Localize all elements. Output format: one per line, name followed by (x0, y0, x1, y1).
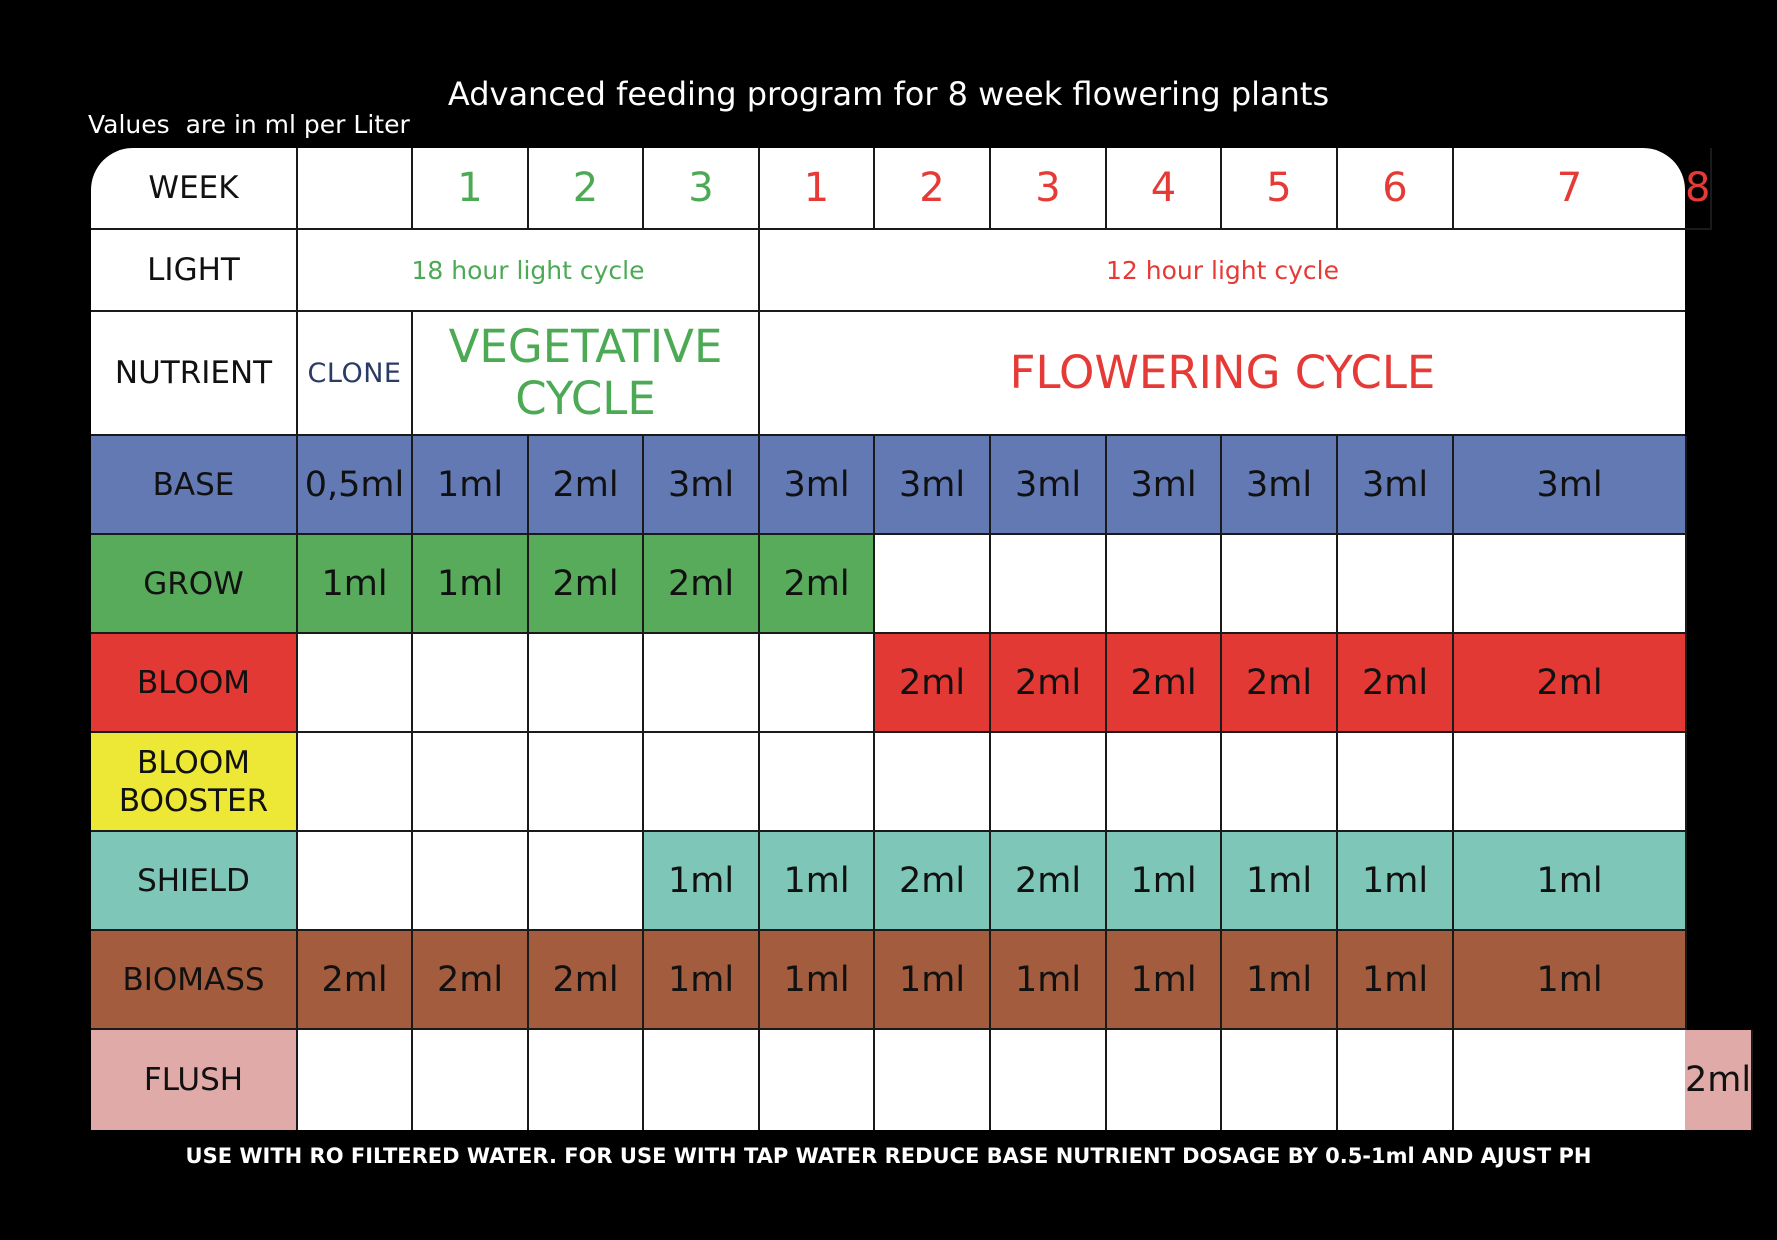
empty-cell (529, 832, 644, 931)
footer-note: USE WITH RO FILTERED WATER. FOR USE WITH TAP WATER REDUCE BASE NUTRIENT DOSAGE BY 0.5-1ml AND AJUST PH (185, 1144, 1592, 1168)
dose-cell-grow: 1ml (298, 535, 413, 634)
empty-cell (875, 733, 991, 832)
phase-vegetative (413, 312, 760, 436)
dose-cell-bloom: 2ml (1338, 634, 1454, 733)
nutrient-label-grow (91, 535, 298, 634)
dose-cell-base: 3ml (644, 436, 760, 535)
feeding-table (91, 148, 1752, 1130)
empty-cell (875, 1030, 991, 1130)
dose-cell-base: 3ml (991, 436, 1107, 535)
phase-clone: CLONE (298, 312, 413, 436)
empty-cell (644, 1030, 760, 1130)
week-label: 4 (1107, 148, 1222, 230)
empty-cell (413, 832, 529, 931)
empty-cell (1338, 535, 1454, 634)
empty-cell (298, 733, 413, 832)
dose-cell-shield: 1ml (1454, 832, 1685, 931)
empty-cell (529, 1030, 644, 1130)
empty-cell (991, 535, 1107, 634)
empty-cell (1107, 535, 1222, 634)
week-label: 2 (875, 148, 991, 230)
nutrient-label-bloom_booster (91, 733, 298, 832)
dose-cell-flush: 2ml (1685, 1030, 1753, 1130)
dose-cell-base: 3ml (1222, 436, 1338, 535)
empty-cell (529, 634, 644, 733)
chart-title: Advanced feeding program for 8 week flowering plants (447, 75, 1330, 113)
light-cycle-vegetative: 18 hour light cycle (298, 230, 760, 312)
empty-cell (1685, 535, 1687, 634)
dose-cell-grow: 2ml (529, 535, 644, 634)
empty-cell (413, 733, 529, 832)
dose-cell-shield: 1ml (644, 832, 760, 931)
empty-cell (1685, 436, 1687, 535)
nutrient-label-line: BLOOM (137, 744, 250, 781)
dose-cell-bloom: 2ml (875, 634, 991, 733)
dose-cell-shield: 1ml (1107, 832, 1222, 931)
empty-cell (529, 733, 644, 832)
dose-cell-biomass: 1ml (1107, 931, 1222, 1030)
dose-cell-grow: 2ml (760, 535, 875, 634)
dose-cell-biomass: 2ml (413, 931, 529, 1030)
dose-cell-bloom: 2ml (1454, 634, 1685, 733)
dose-cell-biomass: 2ml (529, 931, 644, 1030)
nutrient-label-line: FLUSH (143, 1062, 244, 1098)
dose-cell-shield: 1ml (760, 832, 875, 931)
dose-cell-base: 1ml (413, 436, 529, 535)
week-label: 6 (1338, 148, 1454, 230)
dose-cell-biomass: 1ml (760, 931, 875, 1030)
dose-cell-base: 3ml (1454, 436, 1685, 535)
phase-vegetative-line1: VEGETATIVE (448, 320, 723, 373)
dose-cell-biomass: 1ml (1222, 931, 1338, 1030)
dose-cell-biomass: 1ml (1338, 931, 1454, 1030)
empty-cell (413, 1030, 529, 1130)
phase-vegetative-text (449, 321, 723, 425)
empty-cell (1685, 733, 1687, 832)
dose-cell-bloom: 2ml (1222, 634, 1338, 733)
empty-cell (1685, 832, 1687, 931)
nutrient-label-line: GROW (143, 565, 244, 602)
empty-cell (991, 1030, 1107, 1130)
dose-cell-grow: 2ml (644, 535, 760, 634)
empty-cell (644, 634, 760, 733)
empty-cell (1454, 535, 1685, 634)
week-label: 5 (1222, 148, 1338, 230)
week-label: 2 (529, 148, 644, 230)
week-label: 7 (1454, 148, 1685, 230)
dose-cell-shield: 2ml (875, 832, 991, 931)
empty-cell (760, 634, 875, 733)
dose-cell-shield: 1ml (1222, 832, 1338, 931)
row-header-week: WEEK (91, 148, 298, 230)
empty-cell (991, 733, 1107, 832)
units-note: Values are in ml per Liter (88, 110, 410, 139)
nutrient-label-shield (91, 832, 298, 931)
dose-cell-biomass: 1ml (875, 931, 991, 1030)
nutrient-label-line: BLOOM (137, 664, 250, 701)
dose-cell-biomass: 2ml (298, 931, 413, 1030)
empty-cell (875, 535, 991, 634)
dose-cell-shield: 2ml (991, 832, 1107, 931)
week-label: 1 (760, 148, 875, 230)
dose-cell-base: 2ml (529, 436, 644, 535)
dose-cell-grow: 1ml (413, 535, 529, 634)
dose-cell-biomass: 1ml (991, 931, 1107, 1030)
dose-cell-base: 3ml (1338, 436, 1454, 535)
dose-cell-base: 3ml (1107, 436, 1222, 535)
nutrient-label-bloom (91, 634, 298, 733)
empty-cell (1338, 733, 1454, 832)
dose-cell-bloom: 2ml (1107, 634, 1222, 733)
empty-cell (298, 832, 413, 931)
dose-cell-biomass: 1ml (644, 931, 760, 1030)
empty-cell (1222, 535, 1338, 634)
week-label: 3 (991, 148, 1107, 230)
dose-cell-base: 3ml (760, 436, 875, 535)
phase-flowering: FLOWERING CYCLE (760, 312, 1685, 436)
empty-cell (1107, 733, 1222, 832)
dose-cell-base: 3ml (875, 436, 991, 535)
empty-cell (1222, 733, 1338, 832)
empty-cell (1685, 931, 1687, 1030)
empty-cell (1454, 1030, 1685, 1130)
phase-vegetative-line2: CYCLE (515, 372, 656, 425)
row-header-light: LIGHT (91, 230, 298, 312)
empty-cell (760, 1030, 875, 1130)
row-header-nutrient: NUTRIENT (91, 312, 298, 436)
week-label: 3 (644, 148, 760, 230)
dose-cell-bloom: 2ml (991, 634, 1107, 733)
empty-cell (1222, 1030, 1338, 1130)
dose-cell-shield: 1ml (1338, 832, 1454, 931)
nutrient-label-line: SHIELD (137, 862, 250, 899)
week-label (298, 148, 413, 230)
nutrient-label-biomass (91, 931, 298, 1030)
empty-cell (760, 733, 875, 832)
nutrient-label-line: BASE (152, 466, 235, 503)
week-label: 1 (413, 148, 529, 230)
empty-cell (1107, 1030, 1222, 1130)
empty-cell (1454, 733, 1685, 832)
empty-cell (298, 1030, 413, 1130)
empty-cell (413, 634, 529, 733)
empty-cell (298, 634, 413, 733)
week-label: 8 (1685, 148, 1712, 230)
dose-cell-base: 0,5ml (298, 436, 413, 535)
nutrient-label-base (91, 436, 298, 535)
nutrient-label-line: BIOMASS (122, 961, 265, 998)
light-cycle-flowering: 12 hour light cycle (760, 230, 1685, 312)
empty-cell (644, 733, 760, 832)
nutrient-label-line: BOOSTER (118, 782, 269, 819)
nutrient-label-flush (91, 1030, 298, 1130)
dose-cell-biomass: 1ml (1454, 931, 1685, 1030)
empty-cell (1338, 1030, 1454, 1130)
empty-cell (1685, 634, 1687, 733)
